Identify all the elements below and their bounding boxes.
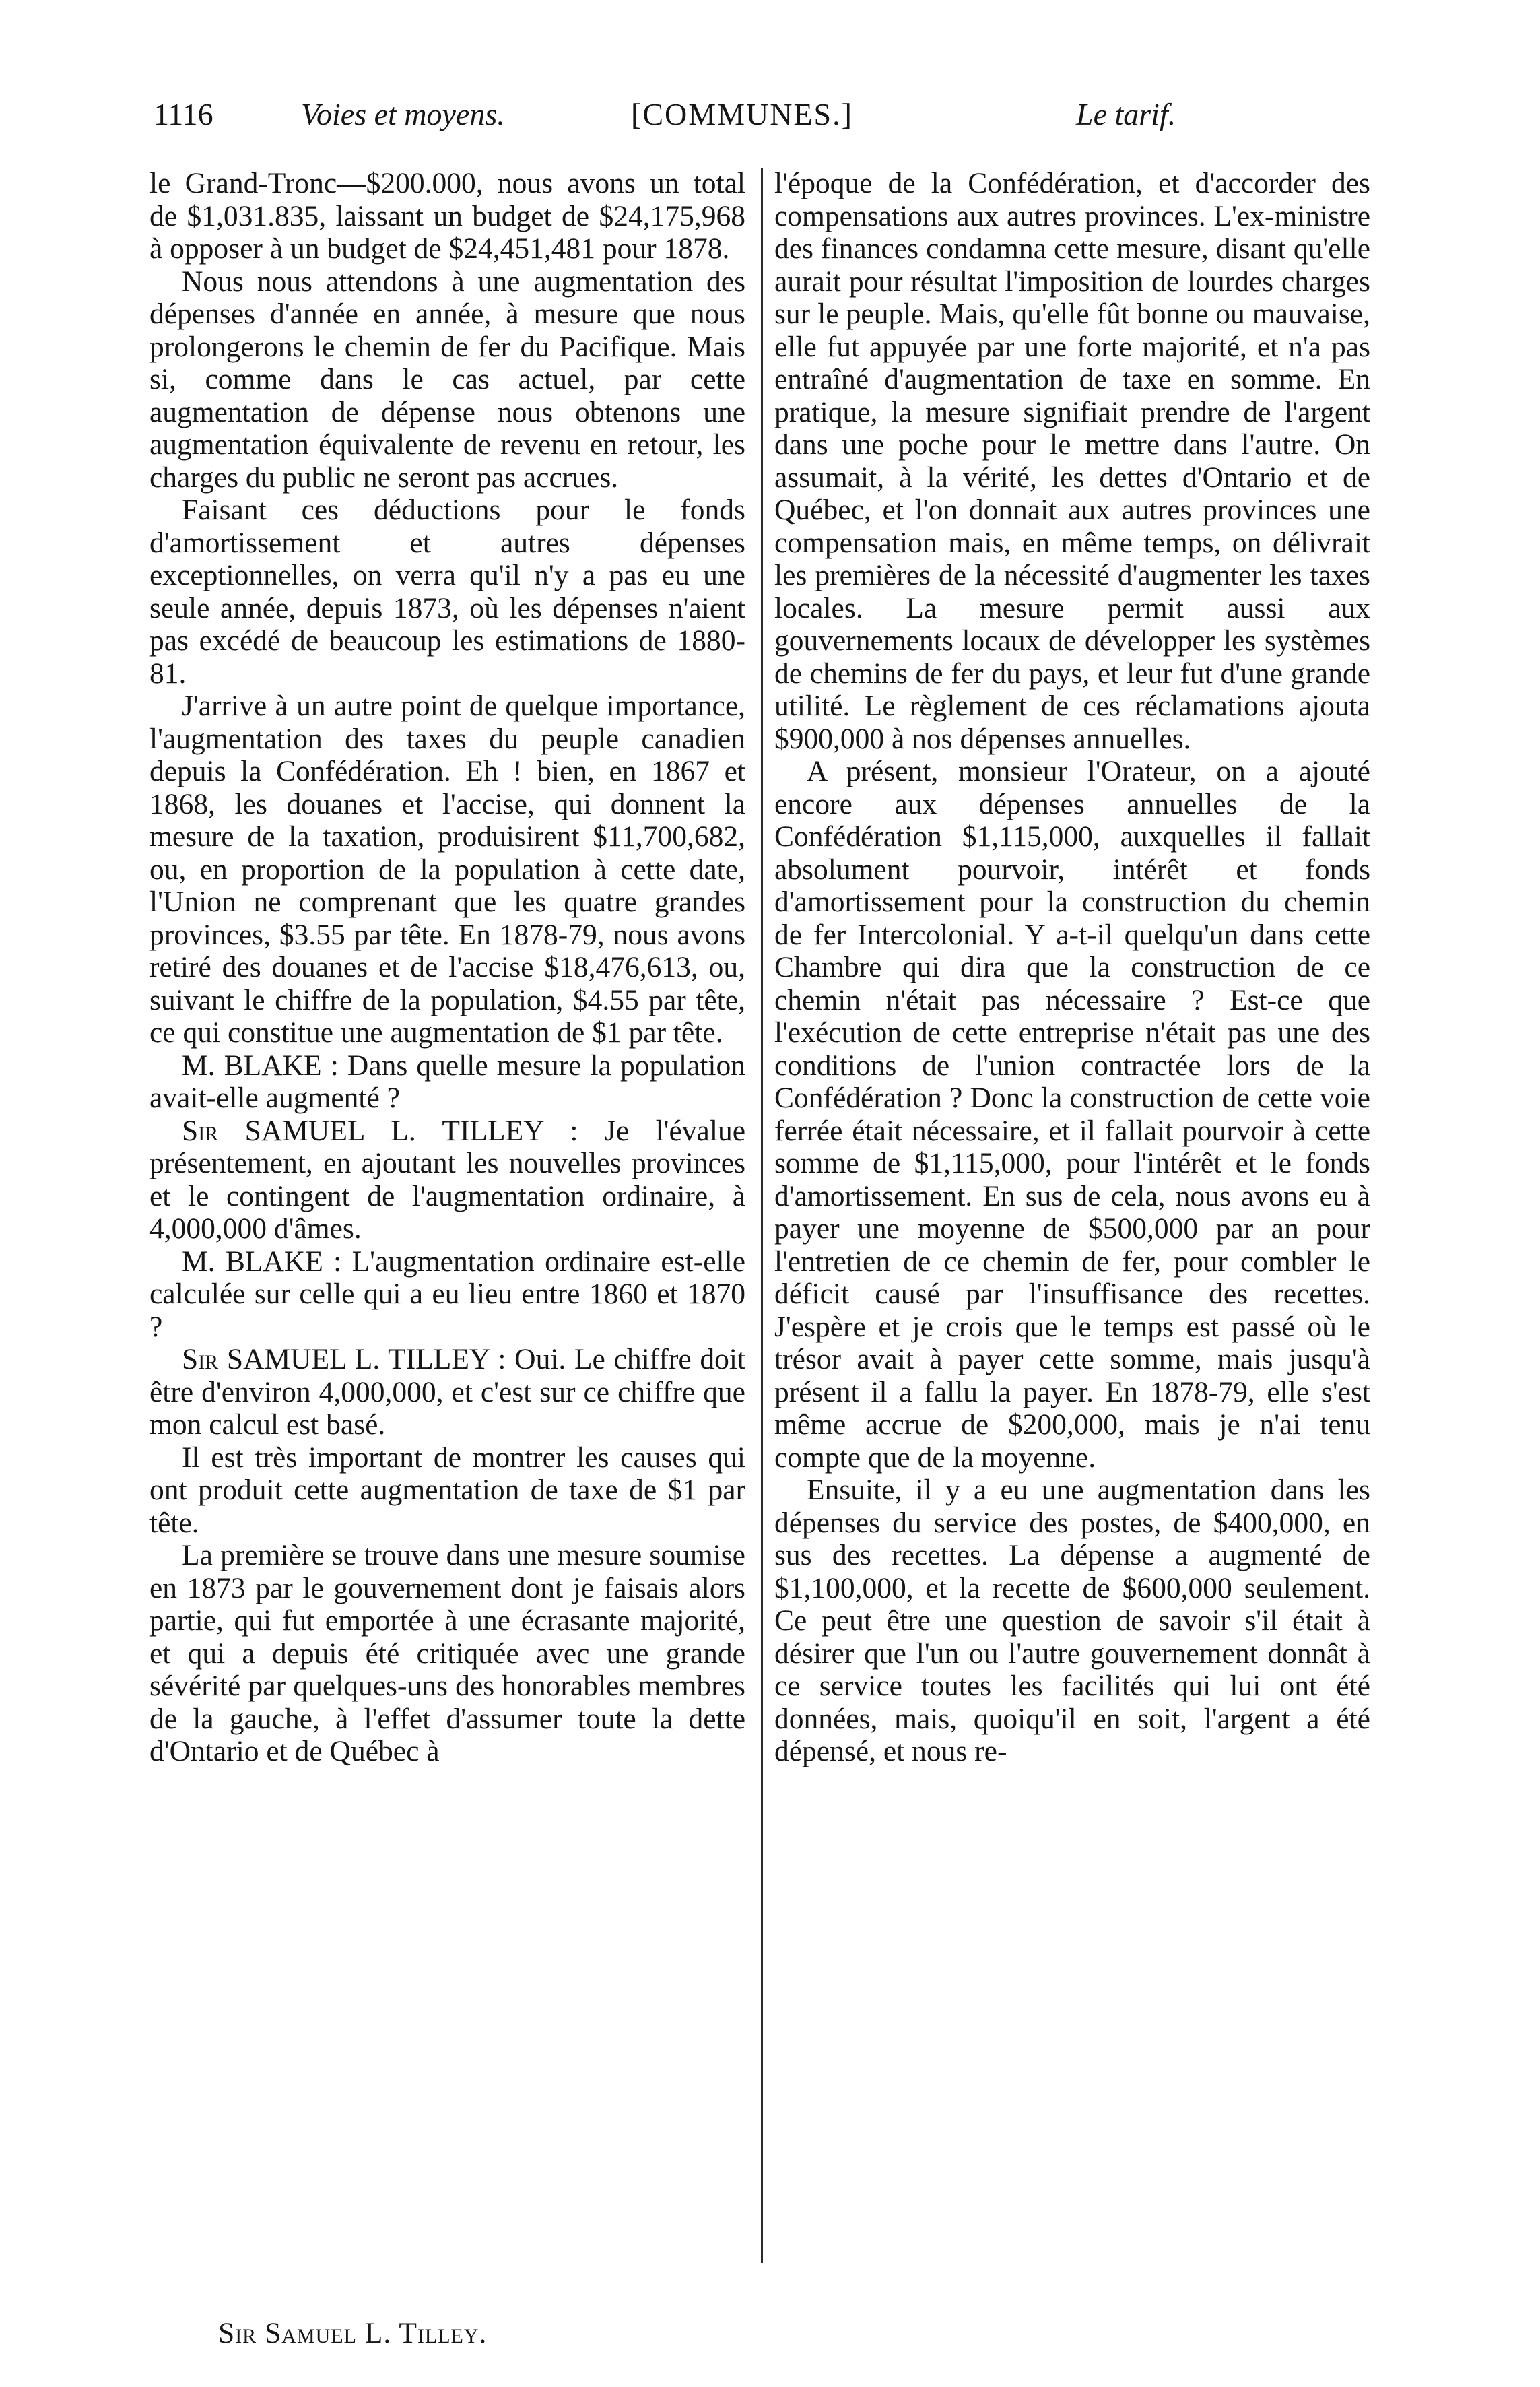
section-title: Voies et moyens. [301,97,505,131]
page-number: 1116 [154,97,213,131]
speech-paragraph [149,1343,745,1441]
house-label: [COMMUNES.] [631,97,853,131]
column-divider [761,168,763,2263]
speech-paragraph [149,1115,745,1245]
paragraph: Faisant ces déductions pour le fonds d'amortissement et autres dépenses exceptionnelles, on verra qu'il n'y a pas eu une seule année, depuis 1873, où les dépenses n'aient pas excédé de beaucoup les estimations de 1880-81. [149,494,745,690]
paragraph: le Grand-Tronc—$200.000, nous avons un total de $1,031.835, laissant un budget de $24,175,968 à opposer à un budget de $24,451,481 pour 1878. [149,167,745,265]
speech-text: Je l'évalue présentement, en ajoutant les nouvelles provinces et le contingent de l'augmentation ordinaire, à 4,000,000 d'âmes. [149,1114,746,1245]
paragraph: J'arrive à un autre point de quelque importance, l'augmentation des taxes du peuple canadien depuis la Confédération. Eh ! bien, en 1867 et 1868, les douanes et l'accise, qui donnent la mesure de la taxation, produisirent $11,700,682, ou, en proportion de la population à cette date, l'Union ne comprenant que les quatre grandes provinces, $3.55 par tête. En 1878-79, nous avons retiré des douanes et de l'accise $18,476,613, ou, suivant le chiffre de la population, $4.55 par tête, ce qui constitue une augmentation de $1 par tête. [149,690,745,1049]
paragraph: Ensuite, il y a eu une augmentation dans les dépenses du service des postes, de $400,000, en sus des recettes. La dépense a augmenté de $1,100,000, et la recette de $600,000 seulement. Ce peut être une question de savoir s'il était à désirer que l'un ou l'autre gouvernement donnât à ce service toutes les facilités qui lui ont été données, mais, quoiqu'il en soit, l'argent a été dépensé, et nous re- [774,1474,1370,1767]
paragraph: l'époque de la Confédération, et d'accorder des compensations aux autres provinces. L'ex-ministre des finances condamna cette mesure, disant qu'elle aurait pour résultat l'imposition de lourdes charges sur le peuple. Mais, qu'elle fût bonne ou mauvaise, elle fut appuyée par une forte majorité, et n'a pas entraîné d'augmentation de taxe en somme. En pratique, la mesure signifiait prendre de l'argent dans une poche pour le mettre dans l'autre. On assumait, à la vérité, les dettes d'Ontario et de Québec, et l'on donnait aux autres provinces une compensation mais, en même temps, on délivrait les premières de la nécessité d'augmenter les taxes locales. La mesure permit aussi aux gouvernements locaux de développer les systèmes de chemins de fer du pays, et leur fut d'une grande utilité. Le règlement de ces réclamations ajouta $900,000 à nos dépenses annuelles. [774,167,1370,755]
paragraph: A présent, monsieur l'Orateur, on a ajouté encore aux dépenses annuelles de la Confédération $1,115,000, auxquelles il fallait absolument pourvoir, intérêt et fonds d'amortissement pour la construction du chemin de fer Intercolonial. Y a-t-il quelqu'un dans cette Chambre qui dira que la construction de ce chemin n'était pas nécessaire ? Est-ce que l'exécution de cette entreprise n'était pas une des conditions de l'union contractée lors de la Confédération ? Donc la construction de cette voie ferrée était nécessaire, et il fallait pourvoir à cette somme de $1,115,000, pour l'intérêt et le fonds d'amortissement. En sus de cela, nous avons eu à payer une moyenne de $500,000 par an pour l'entretien de ce chemin de fer, pour combler le déficit causé par l'insuffisance des recettes. J'espère et je crois que le temps est passé où le trésor avait à payer cette somme, mais jusqu'à présent il a fallu la payer. En 1878-79, elle s'est même accrue de $200,000, mais je n'ai tenu compte que de la moyenne. [774,755,1370,1474]
right-column [774,167,1370,1768]
paragraph: Nous nous attendons à une augmentation des dépenses d'année en année, à mesure que nous prolongerons le chemin de fer du Pacifique. Mais si, comme dans le cas actuel, par cette augmentation de dépense nous obtenons une augmentation équivalente de revenu en retour, les charges du public ne seront pas accrues. [149,265,745,494]
speaker-name: Sir SAMUEL L. TILLEY : [182,1114,578,1147]
speech-paragraph [149,1049,745,1115]
page-header [0,94,1540,148]
paragraph: La première se trouve dans une mesure soumise en 1873 par le gouvernement dont je faisais alors partie, qui fut emportée à une écrasante majorité, et qui a depuis été critiquée avec une grande sévérité par quelques-uns des honorables membres de la gauche, à l'effet d'assumer toute la dette d'Ontario et de Québec à [149,1539,745,1767]
paragraph: Il est très important de montrer les causes qui ont produit cette augmentation de taxe de $1 par tête. [149,1441,745,1539]
speaker-name: M. BLAKE : [182,1245,342,1278]
speaker-name: Sir SAMUEL L. TILLEY : [182,1343,506,1375]
speech-text: Dans quelle mesure la population avait-elle augmenté ? [149,1049,746,1114]
left-column [149,167,745,1768]
speech-text: Oui. Le chiffre doit être d'environ 4,000,000, et c'est sur ce chiffre que mon calcul est basé. [149,1343,745,1441]
speech-text: L'augmentation ordinaire est-elle calculée sur celle qui a eu lieu entre 1860 et 1870 ? [149,1245,746,1343]
speaker-name: M. BLAKE : [182,1049,339,1082]
page-footer-speaker: Sir Samuel L. Tilley. [218,2317,488,2349]
speech-paragraph [149,1245,745,1344]
topic-title: Le tarif. [1076,97,1176,131]
